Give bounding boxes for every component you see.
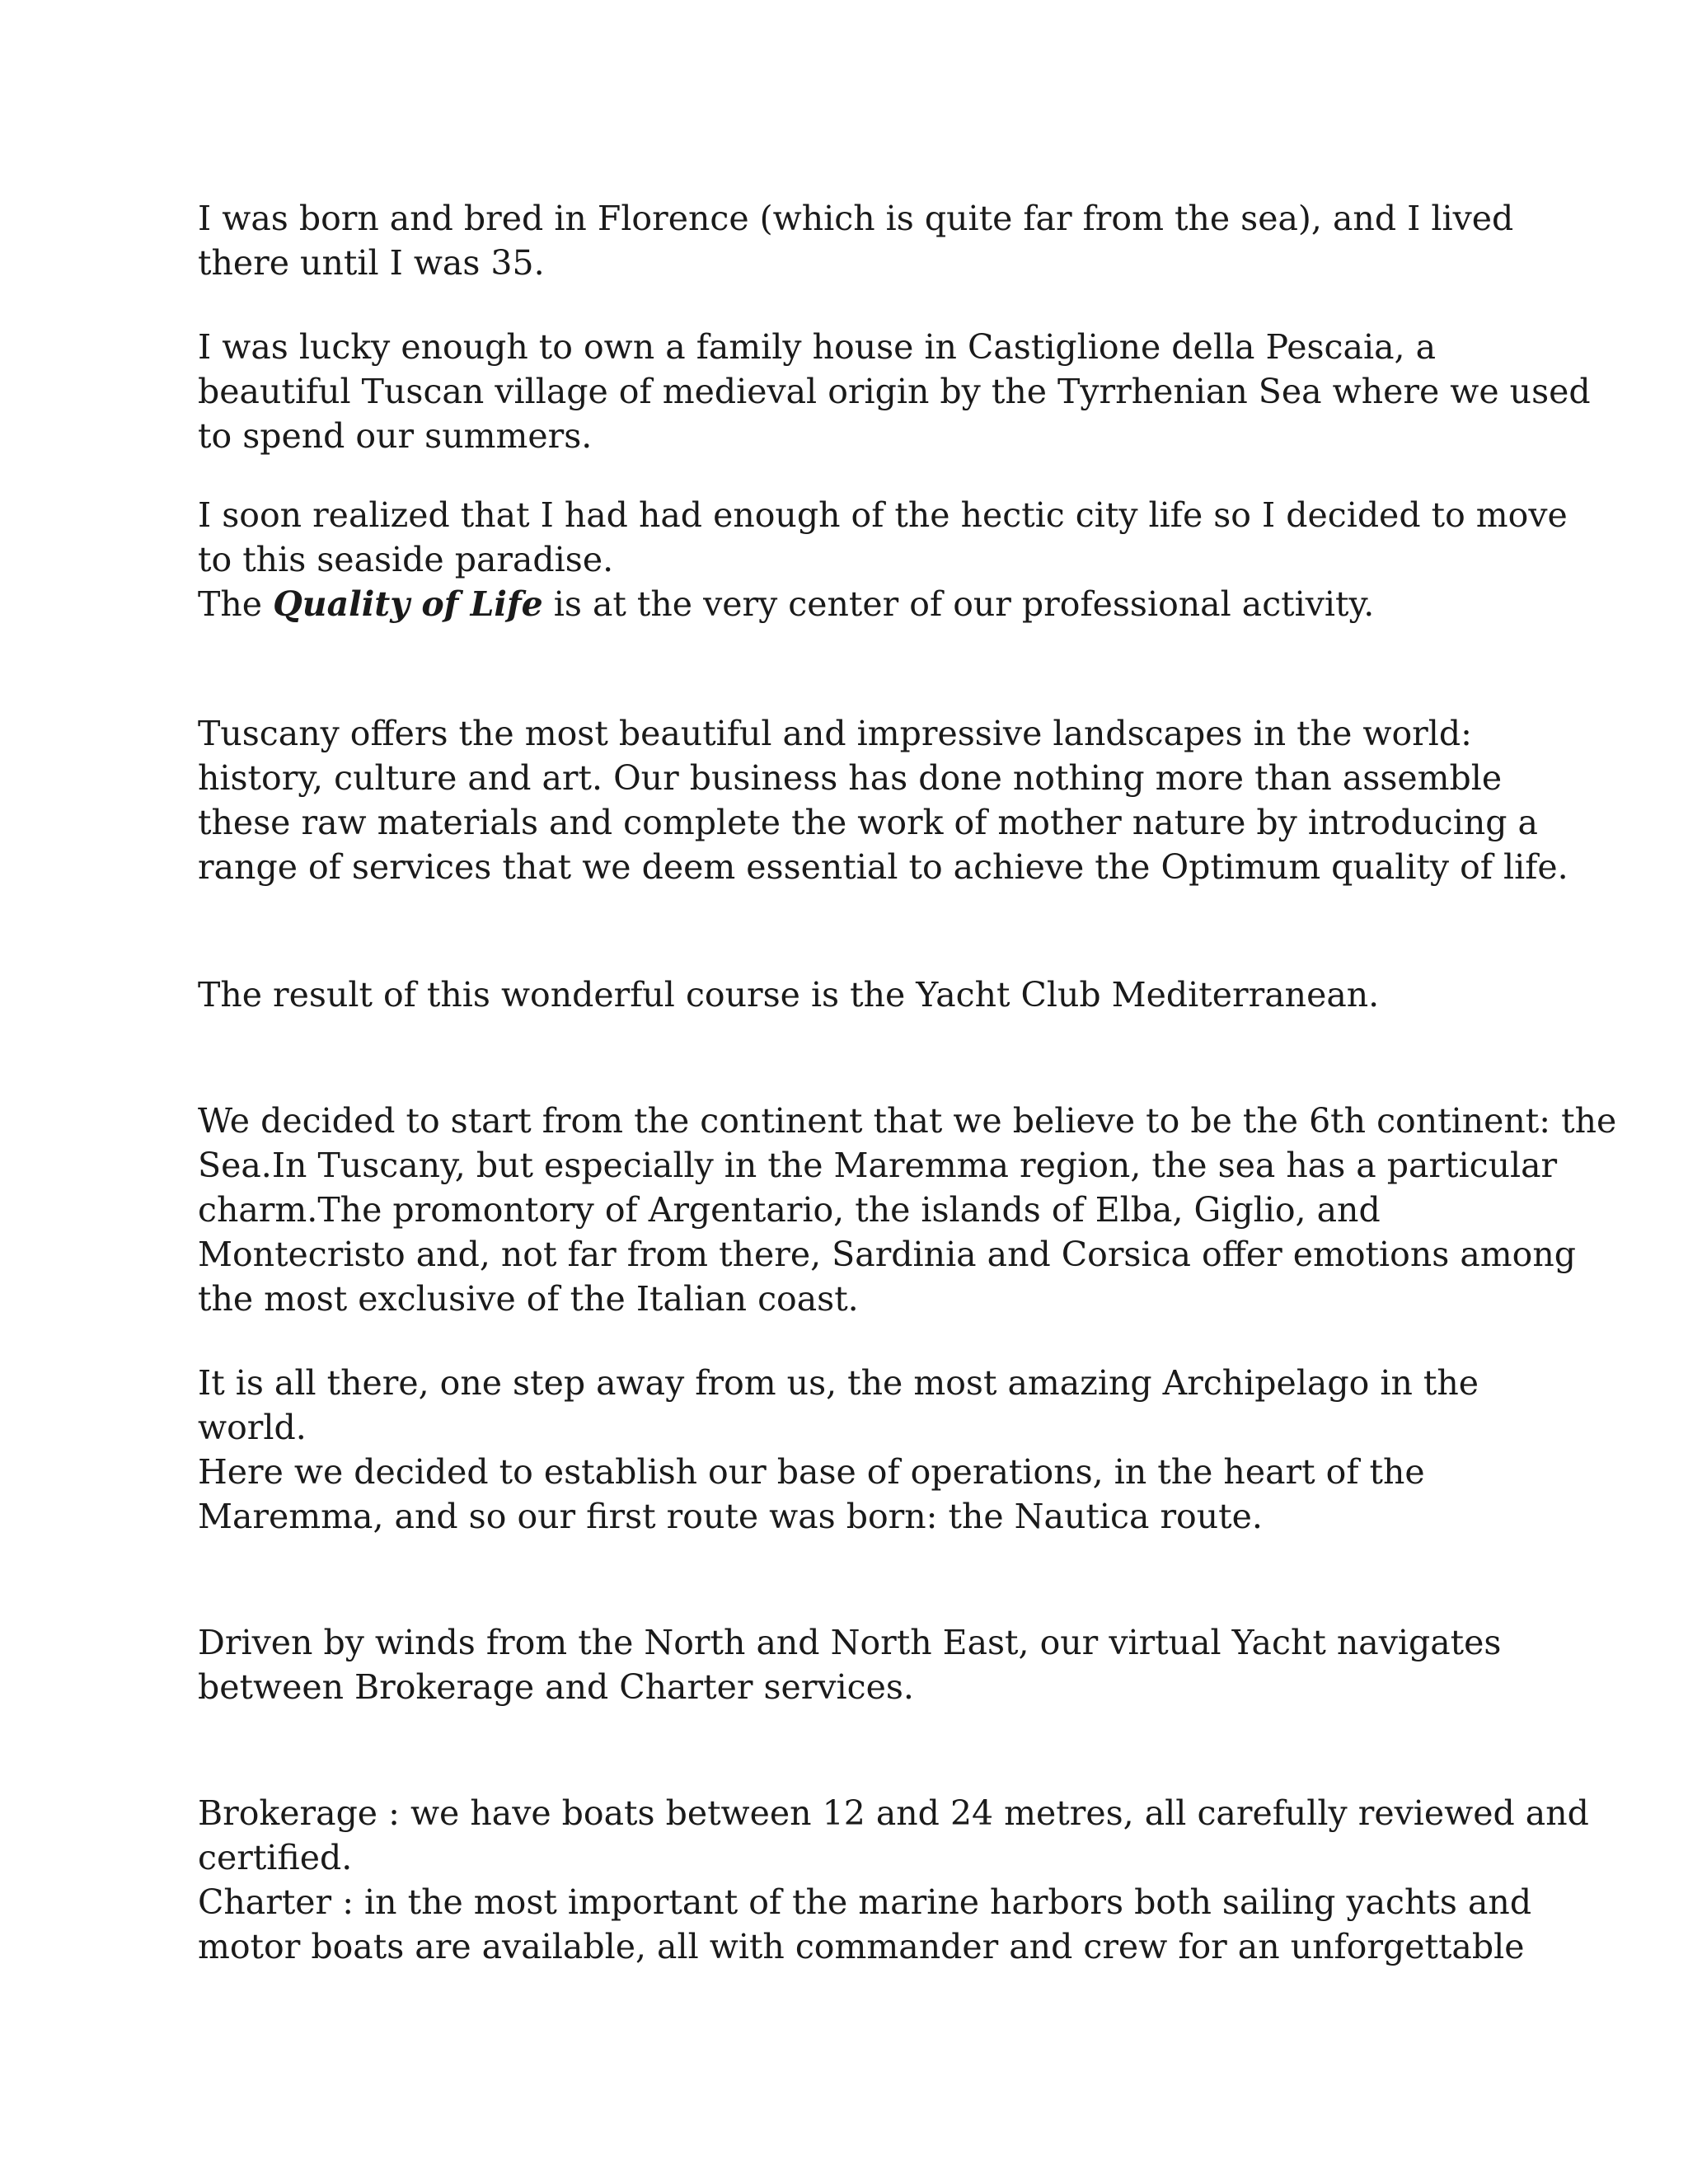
text-line: Driven by winds from the North and North East, our virtual Yacht navigates — [198, 1623, 1502, 1662]
text-line: Charter : in the most important of the marine harbors both sailing yachts and — [198, 1882, 1532, 1922]
text-line: I was born and bred in Florence (which is quite far from the sea), and I lived — [198, 199, 1514, 238]
paragraph-sixth-continent — [198, 1099, 1617, 1321]
text-line: Here we decided to establish our base of operations, in the heart of the — [198, 1452, 1425, 1492]
text-line: there until I was 35. — [198, 243, 545, 283]
paragraph-florence — [198, 196, 1566, 285]
paragraph-move-seaside — [198, 493, 1566, 626]
text-line: to this seaside paradise. — [198, 540, 614, 579]
text-line: range of services that we deem essential to achieve the Optimum quality of life. — [198, 847, 1568, 887]
text-line: the most exclusive of the Italian coast. — [198, 1279, 859, 1319]
paragraph-castiglione — [198, 325, 1591, 458]
text-line: The result of this wonderful course is the Yacht Club Mediterranean. — [198, 975, 1380, 1015]
text-line: to spend our summers. — [198, 416, 593, 456]
paragraph-tuscany — [198, 711, 1566, 889]
text-line: these raw materials and complete the work of mother nature by introducing a — [198, 803, 1538, 842]
text-line: history, culture and art. Our business has done nothing more than assemble — [198, 758, 1503, 798]
text-line: motor boats are available, all with commander and crew for an unforgettable — [198, 1927, 1525, 1966]
text-line: world. — [198, 1408, 307, 1447]
paragraph-yacht-club — [198, 972, 1566, 1017]
quality-of-life-emphasis: Quality of Life — [273, 584, 543, 624]
text-line: Sea.In Tuscany, but especially in the Maremma region, the sea has a particular — [198, 1146, 1558, 1185]
text-line: Tuscany offers the most beautiful and impressive landscapes in the world: — [198, 714, 1472, 753]
text-line: We decided to start from the continent that we believe to be the 6th continent: the — [198, 1101, 1617, 1141]
text-line: Maremma, and so our first route was born: the Nautica route. — [198, 1497, 1263, 1536]
paragraph-winds — [198, 1620, 1566, 1709]
text-line: I was lucky enough to own a family house in Castiglione della Pescaia, a — [198, 327, 1437, 367]
text-line: certified. — [198, 1838, 353, 1877]
text-line: charm.The promontory of Argentario, the islands of Elba, Giglio, and — [198, 1190, 1381, 1230]
paragraph-services — [198, 1791, 1589, 1969]
text-span: The — [198, 584, 274, 624]
text-line: Montecristo and, not far from there, Sardinia and Corsica offer emotions among — [198, 1235, 1576, 1274]
text-line: I soon realized that I had had enough of the hectic city life so I decided to move — [198, 495, 1568, 535]
text-line: between Brokerage and Charter services. — [198, 1667, 914, 1707]
text-line: beautiful Tuscan village of medieval origin by the Tyrrhenian Sea where we used — [198, 372, 1591, 411]
quality-of-life-line — [198, 582, 1566, 626]
paragraph-archipelago — [198, 1361, 1566, 1539]
text-line: It is all there, one step away from us, the most amazing Archipelago in the — [198, 1363, 1479, 1403]
text-line: Brokerage : we have boats between 12 and 24 metres, all carefully reviewed and — [198, 1793, 1589, 1833]
text-span: is at the very center of our professional activity. — [542, 584, 1375, 624]
